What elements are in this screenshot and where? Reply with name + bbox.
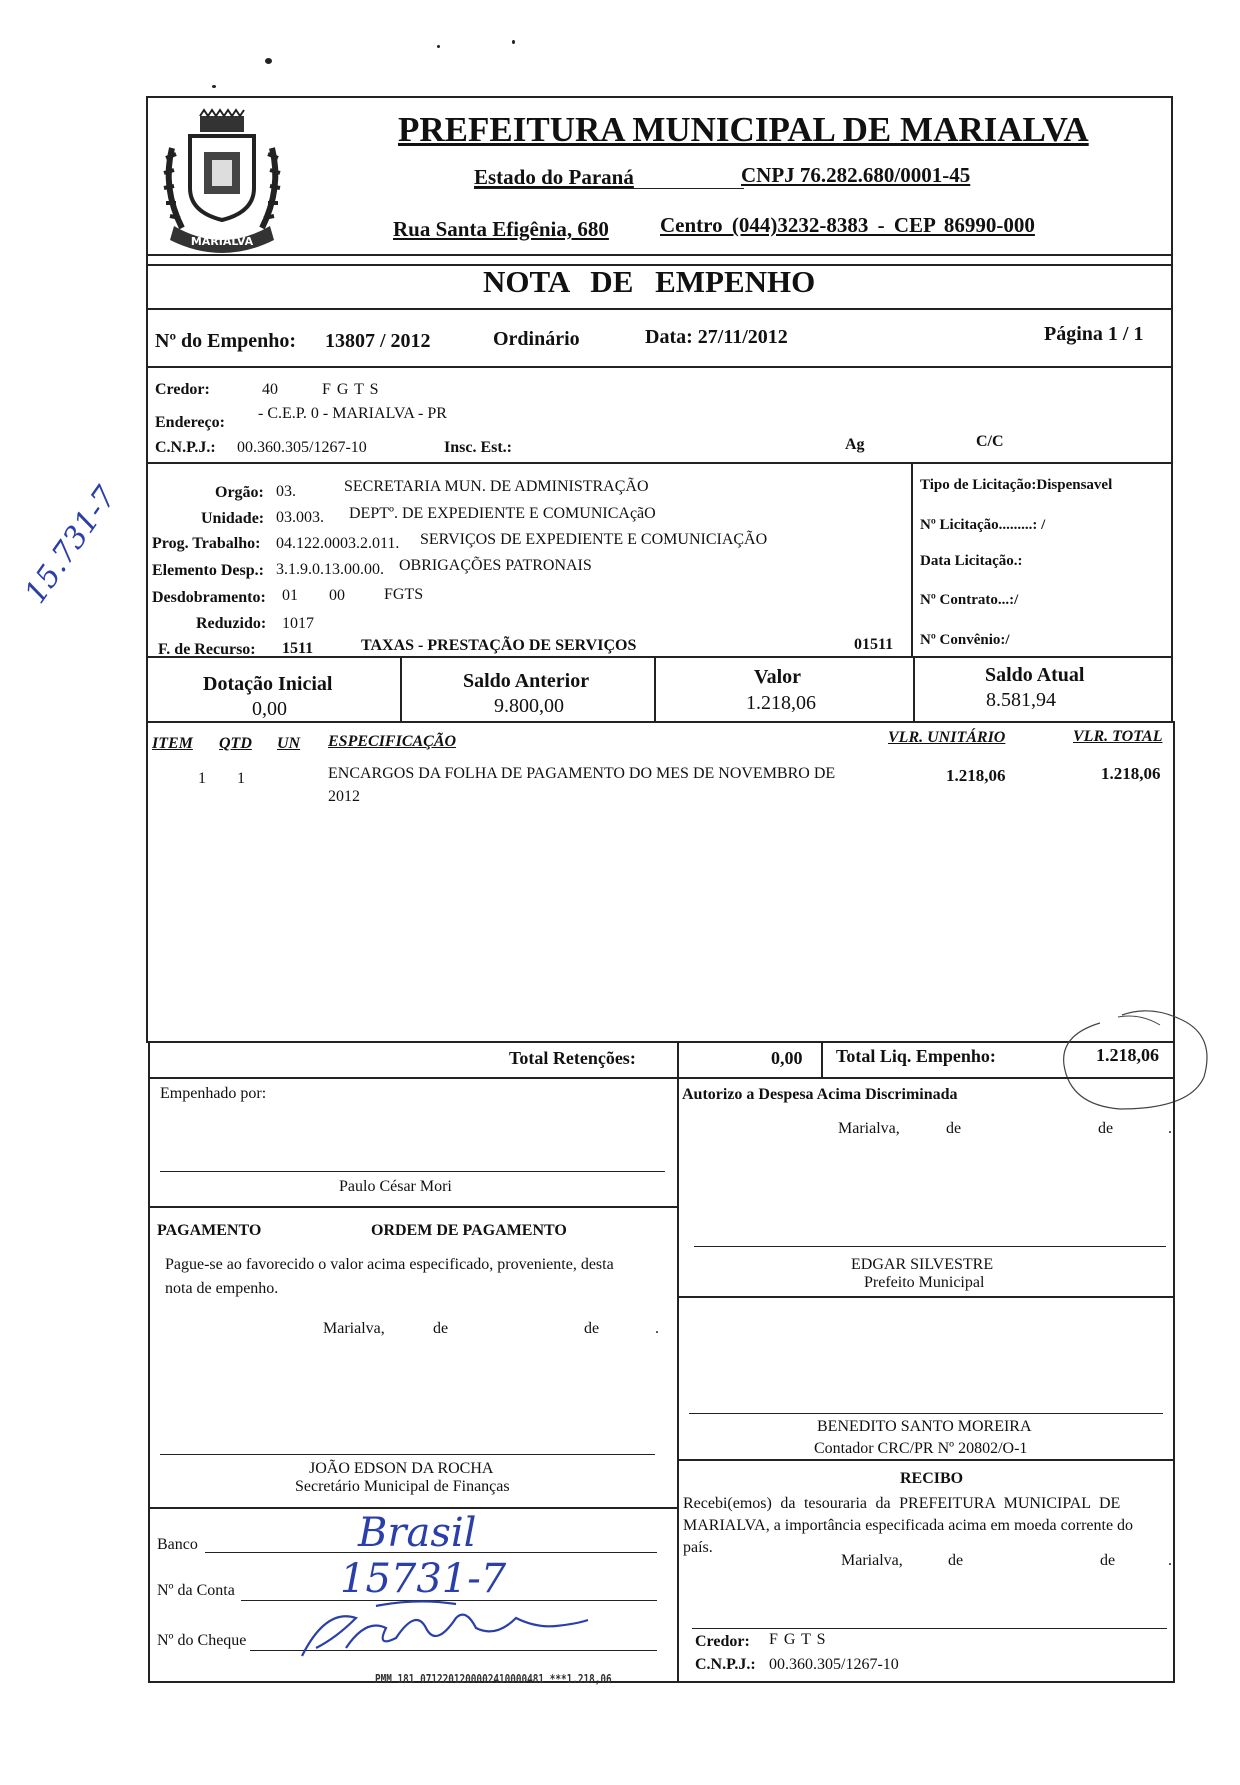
orgao-code: 03.: [276, 483, 296, 500]
seal-text: MARIALVA: [190, 235, 254, 248]
totals-divider: [677, 1041, 679, 1079]
mayor-title: Prefeito Municipal: [864, 1274, 985, 1291]
recibo-de: de: [1100, 1552, 1116, 1569]
empenhado-signature-line: [160, 1171, 665, 1172]
recibo-signature-line: [692, 1628, 1167, 1629]
valor-value: 1.218,06: [746, 692, 816, 714]
col-total-value: VLR. TOTAL: [1073, 728, 1163, 745]
pagamento-de: de: [433, 1320, 449, 1337]
page-number: Página 1 / 1: [1044, 323, 1144, 345]
recurso-number: 01511: [854, 636, 894, 653]
municipal-seal: [152, 108, 292, 266]
elemento-code: 3.1.9.0.13.00.00.: [276, 561, 384, 578]
unidade-code: 03.003.: [276, 509, 324, 526]
col-spec: ESPECIFICAÇÃO: [328, 733, 457, 750]
desdobramento-code2: 00: [329, 587, 345, 604]
secretary-title: Secretário Municipal de Finanças: [295, 1478, 510, 1495]
scan-speck: [212, 85, 216, 88]
address-label: Endereço:: [155, 414, 225, 431]
credor-label: Credor:: [155, 381, 210, 398]
recibo-credor-value: F G T S: [769, 1631, 827, 1648]
secretary-signature-line: [160, 1454, 655, 1455]
col-unit-value: VLR. UNITÁRIO: [888, 729, 1006, 746]
cnpj-value: 00.360.305/1267-10: [237, 439, 367, 456]
unidade-label: Unidade:: [201, 510, 265, 527]
accountant-title: Contador CRC/PR Nº 20802/O-1: [814, 1440, 1028, 1457]
item-unit-value: 1.218,06: [946, 766, 1006, 785]
col-qtd: QTD: [219, 735, 252, 752]
autorizo-de: de: [1098, 1120, 1114, 1137]
desdobramento-label: Desdobramento:: [152, 589, 266, 606]
ordem-pagamento-label: ORDEM DE PAGAMENTO: [371, 1222, 567, 1239]
cheque-label: Nº do Cheque: [157, 1632, 247, 1649]
totals-divider: [821, 1041, 823, 1079]
autorizo-label: Autorizo a Despesa Acima Discriminada: [682, 1086, 958, 1103]
retencoes-label: Total Retenções:: [509, 1048, 636, 1068]
saldos-divider: [654, 656, 656, 723]
accountant-signature-line: [689, 1413, 1163, 1414]
recibo-de: de: [948, 1552, 964, 1569]
orgao-label: Orgão:: [215, 484, 264, 501]
contrato-number: Nº Contrato...:/: [920, 592, 1019, 608]
licitacao-date: Data Licitação.:: [920, 553, 1023, 569]
mayor-name: EDGAR SILVESTRE: [851, 1256, 994, 1273]
recurso-code: 1511: [282, 640, 314, 657]
insc-label: Insc. Est.:: [444, 439, 513, 456]
banco-label: Banco: [157, 1536, 198, 1553]
recibo-text: Recebi(emos) da tesouraria da PREFEITURA MUNICIPAL DE: [683, 1495, 1121, 1512]
handwritten-signature: [296, 1598, 596, 1662]
header-cnpj: CNPJ 76.282.680/0001-45: [741, 163, 971, 187]
orgao-value: SECRETARIA MUN. DE ADMINISTRAÇÃO: [344, 478, 649, 495]
liq-empenho-label: Total Liq. Empenho:: [836, 1046, 996, 1066]
unidade-value: DEPTº. DE EXPEDIENTE E COMUNICAçãO: [349, 505, 656, 522]
valor-label: Valor: [754, 666, 802, 688]
saldo-atual-label: Saldo Atual: [985, 664, 1085, 686]
ag-label: Ag: [845, 436, 865, 453]
saldo-anterior-label: Saldo Anterior: [463, 670, 590, 692]
secretary-name: JOÃO EDSON DA ROCHA: [309, 1460, 494, 1477]
reduzido-value: 1017: [282, 615, 314, 632]
pagamento-de: de: [584, 1320, 600, 1337]
mayor-signature-line: [694, 1246, 1166, 1247]
empenhado-name: Paulo César Mori: [339, 1178, 452, 1195]
prog-value: SERVIÇOS DE EXPEDIENTE E COMUNICIAÇÃO: [420, 531, 768, 548]
liq-empenho-value: 1.218,06: [1096, 1045, 1159, 1065]
pagamento-text-line2: nota de empenho.: [165, 1280, 279, 1297]
totals-box: [148, 1041, 1175, 1079]
recibo-text-line2: MARIALVA, a importância especificada acima em moeda corrente do: [683, 1517, 1134, 1534]
scan-speck: [265, 58, 272, 64]
handwritten-conta: 15731-7: [340, 1556, 507, 1602]
recurso-label: F. de Recurso:: [158, 641, 256, 658]
right-section-divider: [677, 1296, 1175, 1298]
dotacao-inicial-value: 0,00: [252, 698, 287, 720]
handwritten-banco: Brasil: [358, 1510, 477, 1556]
saldos-divider: [913, 656, 915, 723]
doc-title: NOTA DE EMPENHO: [483, 264, 816, 299]
lower-right-box: [677, 1077, 1175, 1683]
elemento-value: OBRIGAÇÕES PATRONAIS: [399, 557, 592, 574]
right-section-divider: [677, 1459, 1175, 1461]
credor-name: F G T S: [322, 381, 380, 398]
accountant-name: BENEDITO SANTO MOREIRA: [817, 1418, 1032, 1435]
convenio-number: Nº Convênio:/: [920, 632, 1010, 648]
item-qtd: 1: [237, 770, 245, 787]
licitacao-number: Nº Licitação.........: /: [920, 517, 1046, 533]
retencoes-value: 0,00: [771, 1048, 803, 1068]
scan-speck: [437, 45, 440, 48]
dotacao-divider: [911, 462, 913, 658]
desdobramento-value: FGTS: [384, 586, 424, 603]
empenhado-label: Empenhado por:: [160, 1085, 267, 1102]
col-un: UN: [277, 735, 301, 752]
cnpj-label: C.N.P.J.:: [155, 439, 216, 456]
conta-label: Nº da Conta: [157, 1582, 235, 1599]
pagamento-label: PAGAMENTO: [157, 1222, 262, 1239]
recibo-label: RECIBO: [900, 1470, 964, 1487]
autorizo-de: de: [946, 1120, 962, 1137]
left-section-divider: [148, 1206, 679, 1208]
dotacao-inicial-label: Dotação Inicial: [203, 673, 333, 695]
pagamento-period: .: [655, 1320, 659, 1337]
recibo-credor-label: Credor:: [695, 1633, 750, 1650]
header-title: PREFEITURA MUNICIPAL DE MARIALVA: [398, 110, 1089, 149]
prog-label: Prog. Trabalho:: [152, 535, 261, 552]
saldo-anterior-value: 9.800,00: [494, 695, 564, 717]
reduzido-label: Reduzido:: [196, 615, 267, 632]
address-value: - C.E.P. 0 - MARIALVA - PR: [258, 405, 447, 422]
licitacao-type: Tipo de Licitação:Dispensavel: [920, 477, 1113, 493]
scan-speck: [512, 40, 515, 44]
item-total-value: 1.218,06: [1101, 764, 1161, 783]
desdobramento-code1: 01: [282, 587, 298, 604]
left-section-divider: [148, 1507, 679, 1509]
pagamento-text: Pague-se ao favorecido o valor acima especificado, proveniente, desta: [165, 1256, 614, 1273]
empenho-number: 13807 / 2012: [325, 330, 431, 352]
recibo-text-line3: país.: [683, 1539, 713, 1556]
empenho-date: Data: 27/11/2012: [645, 326, 788, 348]
empenho-number-label: Nº do Empenho:: [155, 330, 297, 352]
recibo-cnpj-label: C.N.P.J.:: [695, 1656, 756, 1673]
recibo-period: .: [1168, 1552, 1172, 1569]
margin-note: 15.731-7: [18, 480, 124, 611]
item-spec: ENCARGOS DA FOLHA DE PAGAMENTO DO MES DE NOVEMBRO DE: [328, 765, 836, 782]
col-item: ITEM: [152, 735, 193, 752]
header-address: Rua Santa Efigênia, 680: [393, 217, 609, 241]
recibo-cnpj-value: 00.360.305/1267-10: [769, 1656, 899, 1673]
autorizo-place: Marialva,: [838, 1120, 900, 1137]
footer-code: PMM 181 0712201200002410000481 ***1.218,06: [375, 1672, 612, 1686]
prog-code: 04.122.0003.2.011.: [276, 535, 400, 552]
recurso-value: TAXAS - PRESTAÇÃO DE SERVIÇOS: [361, 637, 637, 654]
pagamento-place: Marialva,: [323, 1320, 385, 1337]
credor-code: 40: [262, 381, 278, 398]
saldos-divider: [400, 656, 402, 723]
item-number: 1: [198, 770, 206, 787]
recibo-place: Marialva,: [841, 1552, 903, 1569]
elemento-label: Elemento Desp.:: [152, 562, 264, 579]
empenho-type: Ordinário: [493, 328, 580, 350]
item-spec-line2: 2012: [328, 788, 360, 805]
cc-label: C/C: [976, 433, 1004, 450]
header-district-phone: Centro (044)3232-8383 - CEP 86990-000: [660, 213, 1035, 237]
header-state-rule: [474, 188, 744, 189]
header-state: Estado do Paraná: [474, 165, 634, 189]
autorizo-period: .: [1168, 1120, 1172, 1137]
saldo-atual-value: 8.581,94: [986, 689, 1056, 711]
